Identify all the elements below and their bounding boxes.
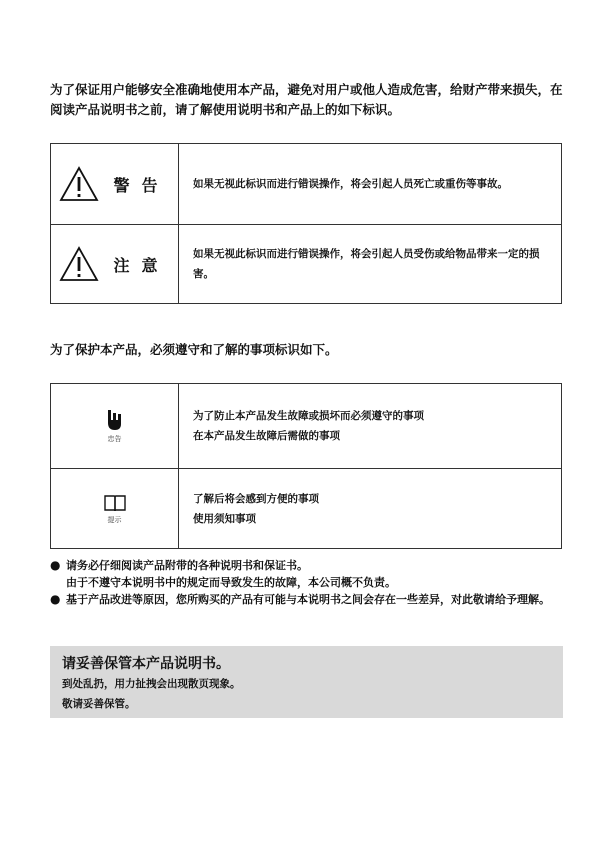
safety-row-warning	[51, 144, 561, 224]
notice-row-advice	[51, 384, 561, 468]
safety-symbol-table	[50, 143, 562, 304]
hand-notice-icon	[104, 408, 126, 432]
caution-triangle-icon	[59, 246, 99, 282]
advice-line: 在本产品发生故障后需做的事项	[193, 430, 340, 442]
advice-line: 为了防止本产品发生故障或损坏而必须遵守的事项	[193, 410, 424, 422]
tip-description	[179, 469, 561, 548]
safety-icon-cell	[51, 144, 179, 224]
warning-label: 警告	[113, 175, 170, 195]
keep-manual-line: 敬请妥善保管。	[62, 698, 136, 710]
note-line: 请务必仔细阅读产品附带的各种说明书和保证书。	[66, 559, 308, 572]
note-item	[50, 591, 570, 608]
notice-icon-cell	[51, 384, 179, 468]
book-tip-icon	[103, 493, 127, 513]
bullet-icon: ●	[50, 558, 61, 572]
notice-icon-cell	[51, 469, 179, 548]
bullet-icon: ●	[50, 592, 61, 606]
note-line: 由于不遵守本说明书中的规定而导致发生的故障，本公司概不负责。	[66, 576, 396, 589]
note-item	[50, 557, 570, 591]
note-line: 基于产品改进等原因，您所购买的产品有可能与本说明书之间会存在一些差异，对此敬请给予理解。	[66, 593, 550, 606]
intro-paragraph: 为了保证用户能够安全准确地使用本产品，避免对用户或他人造成危害，给财产带来损失，在阅读产品说明书之前，请了解使用说明书和产品上的如下标识。	[50, 82, 563, 117]
notice-row-tip	[51, 468, 561, 548]
tip-line: 使用须知事项	[193, 512, 256, 525]
safety-row-caution	[51, 224, 561, 303]
warning-description: 如果无视此标识而进行错误操作，将会引起人员死亡或重伤等事故。	[193, 178, 508, 190]
keep-manual-box	[50, 646, 563, 718]
caution-label: 注意	[113, 255, 170, 275]
tip-icon-label: 提示	[107, 515, 122, 524]
advice-description	[179, 384, 561, 468]
safety-icon-cell	[51, 225, 179, 303]
notice-symbol-table	[50, 383, 562, 549]
section-title: 为了保护本产品，必须遵守和了解的事项标识如下。	[50, 342, 338, 357]
tip-line: 了解后将会感到方便的事项	[193, 492, 319, 505]
keep-manual-title: 请妥善保管本产品说明书。	[62, 656, 230, 672]
warning-triangle-icon	[59, 166, 99, 202]
notes-list	[50, 557, 570, 608]
keep-manual-line: 到处乱扔，用力扯拽会出现散页现象。	[62, 678, 241, 690]
caution-description: 如果无视此标识而进行错误操作，将会引起人员受伤或给物品带来一定的损害。	[193, 248, 540, 280]
advice-icon-label: 忠告	[107, 435, 122, 443]
